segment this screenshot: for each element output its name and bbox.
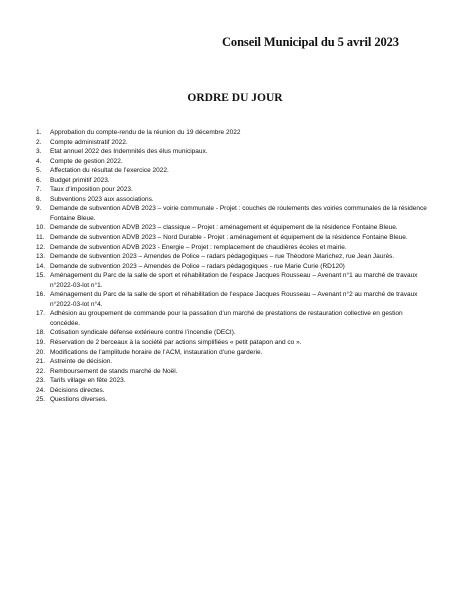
agenda-item-text: Taux d’imposition pour 2023. <box>50 186 133 194</box>
agenda-item-number: 13. <box>36 253 46 261</box>
agenda-item-number: 18. <box>36 329 46 337</box>
agenda-item-text: Demande de subvention ADVB 2023 – classique – Projet : aménagement et équipement de la résidence Fontaine Bleue. <box>50 224 398 232</box>
agenda-item-number: 24. <box>36 386 46 394</box>
agenda-item-number: 12. <box>36 243 46 251</box>
agenda-item-text: Demande de subvention ADVB 2023 - Energie – Projet : remplacement de chaudières écoles et mairie. <box>50 243 347 251</box>
agenda-item-number: 19. <box>36 339 46 347</box>
agenda-item <box>36 138 428 148</box>
agenda-item <box>36 348 428 358</box>
agenda-item-number: 3. <box>36 148 42 156</box>
agenda-item <box>36 338 428 348</box>
agenda-item-text: Affectation du résultat de l’exercice 2022. <box>50 167 169 175</box>
agenda-item <box>36 157 428 167</box>
agenda-item <box>36 290 428 309</box>
agenda-item-number: 5. <box>36 167 42 175</box>
agenda-item-number: 10. <box>36 224 46 232</box>
agenda-item <box>36 185 428 195</box>
agenda-item-text: Compte de gestion 2022. <box>50 157 123 165</box>
agenda-item-number: 25. <box>36 396 46 404</box>
agenda-item <box>36 223 428 233</box>
agenda-item-text: Tarifs village en fête 2023. <box>50 377 126 385</box>
agenda-item <box>36 262 428 272</box>
agenda-item <box>36 195 428 205</box>
agenda-item-number: 22. <box>36 367 46 375</box>
agenda-item-text: Demande de subvention 2023 – Amendes de Police – radars pédagogiques – rue Théodore Marichez, rue Jean Jaurès. <box>50 253 395 261</box>
agenda-item-text: Compte administratif 2022. <box>50 138 128 146</box>
agenda-item-number: 8. <box>36 195 42 203</box>
agenda-item <box>36 376 428 386</box>
agenda-item <box>36 367 428 377</box>
agenda-item <box>36 204 428 223</box>
agenda-item-text: Adhésion au groupement de commande pour la passation d’un marché de prestations de restauration collective en gestion concédée. <box>50 310 403 327</box>
agenda-item <box>36 386 428 396</box>
agenda-item <box>36 328 428 338</box>
agenda-item-number: 9. <box>36 205 42 213</box>
agenda-item-number: 6. <box>36 176 42 184</box>
agenda-heading: ORDRE DU JOUR <box>187 92 283 104</box>
agenda-item-number: 20. <box>36 348 46 356</box>
agenda-item <box>36 252 428 262</box>
agenda-item-number: 17. <box>36 310 46 318</box>
agenda-item-text: Cotisation syndicale défense extérieure contre l’incendie (DECI). <box>50 329 236 337</box>
agenda-item-number: 14. <box>36 262 46 270</box>
agenda-item <box>36 233 428 243</box>
agenda-item-text: Demande de subvention ADVB 2023 – Nord Durable - Projet : aménagement et équipement de la résidence Fontaine Bleue. <box>50 234 408 242</box>
agenda-item-text: Aménagement du Parc de la salle de sport et réhabilitation de l’espace Jacques Rousseau – Avenant n°1 au marché de travaux n°2022-03-lot n°1. <box>50 272 418 289</box>
agenda-item-text: Décisions directes. <box>50 386 105 394</box>
agenda-item-text: Modifications de l’amplitude horaire de l’ACM, instauration d’une garderie. <box>50 348 263 356</box>
agenda-item-text: Approbation du compte-rendu de la réunion du 19 décembre 2022 <box>50 129 241 136</box>
agenda-item-text: Astreinte de décision. <box>50 358 113 366</box>
agenda-item-text: Subventions 2023 aux associations. <box>50 195 154 203</box>
agenda-item-text: Réservation de 2 berceaux à la société par actions simplifiées « petit patapon and co ». <box>50 339 302 347</box>
agenda-list <box>36 128 428 405</box>
agenda-item-number: 16. <box>36 291 46 299</box>
agenda-item-text: Aménagement du Parc de la salle de sport et réhabilitation de l’espace Jacques Rousseau – Avenant n°2 au marché de travaux n°2022-03-lot n°4. <box>50 291 418 308</box>
agenda-item-text: Remboursement de stands marché de Noël. <box>50 367 178 375</box>
agenda-item-text: Budget primitif 2023. <box>50 176 110 184</box>
agenda-item <box>36 357 428 367</box>
agenda-item-text: Questions diverses. <box>50 396 108 404</box>
agenda-item-number: 11. <box>36 234 45 242</box>
agenda-item-text: Demande de subvention 2023 – Amendes de Police – radars pédagogiques - rue Marie Curie (RD120) <box>50 262 345 270</box>
agenda-item-number: 15. <box>36 272 46 280</box>
agenda-item <box>36 128 428 138</box>
agenda-item <box>36 271 428 290</box>
agenda-item <box>36 147 428 157</box>
agenda-item <box>36 395 428 405</box>
agenda-item-number: 2. <box>36 138 42 146</box>
agenda-item-number: 7. <box>36 186 42 194</box>
agenda-item <box>36 166 428 176</box>
agenda-item <box>36 309 428 328</box>
agenda-item-number: 21. <box>36 358 46 366</box>
agenda-item <box>36 176 428 186</box>
agenda-item-text: Demande de subvention ADVB 2023 – voirie communale - Projet : couches de roulements des voiries communales de la résidence Fontaine Bleue. <box>50 205 427 222</box>
agenda-item-number: 1. <box>36 129 42 136</box>
agenda-item-number: 4. <box>36 157 42 165</box>
agenda-item <box>36 243 428 253</box>
agenda-item-text: Etat annuel 2022 des Indemnités des élus municipaux. <box>50 148 208 156</box>
agenda-item-number: 23. <box>36 377 46 385</box>
meeting-title: Conseil Municipal du 5 avril 2023 <box>222 35 399 49</box>
